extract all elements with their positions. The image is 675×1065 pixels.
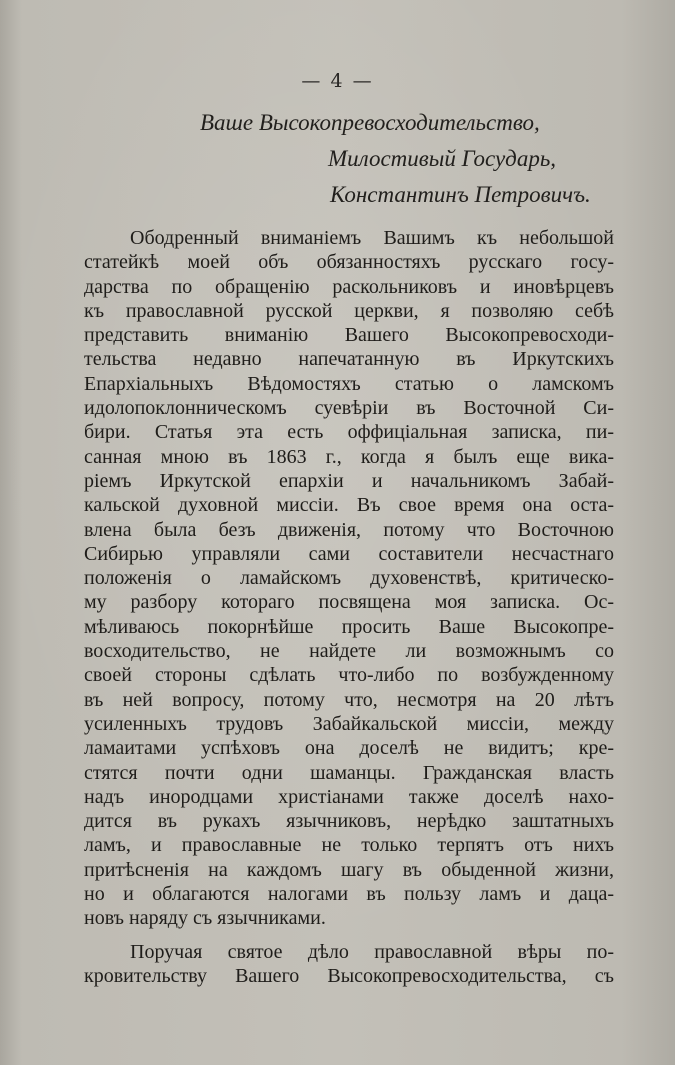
- salutation-line-2: Милостивый Государь,: [328, 146, 557, 171]
- text-line: Епархіальныхъ Вѣдомостяхъ статью о ламскомъ: [84, 372, 614, 395]
- text-line: му разбору котораго посвящена моя записка. Ос-: [84, 591, 614, 614]
- text-line: мѣливаюсь покорнѣйше просить Ваше Высокопре-: [84, 615, 614, 638]
- text-line: надъ инородцами христіанами также доселѣ нахо-: [84, 785, 614, 808]
- text-line: ламаитами успѣховъ она доселѣ не видитъ; кре-: [84, 737, 614, 760]
- text-line: тельства недавно напечатанную въ Иркутскихъ: [84, 348, 614, 371]
- text-line: ламъ, и православные не только терпятъ отъ нихъ: [84, 834, 614, 857]
- text-line: своей стороны сдѣлать что-либо по возбужденному: [84, 664, 614, 687]
- text-line: притѣсненія на каждомъ шагу въ обыденной жизни,: [84, 858, 614, 881]
- text-line: ріемъ Иркутской епархіи и начальникомъ Забай-: [84, 469, 614, 492]
- text-line: Сибирью управляли сами составители несчастнаго: [84, 542, 614, 565]
- text-line: Ободренный вниманіемъ Вашимъ къ небольшой: [130, 227, 614, 249]
- text-line: кровительству Вашего Высокопревосходительства, съ: [84, 964, 614, 987]
- text-line: новъ наряду съ язычниками.: [84, 907, 326, 930]
- text-line: статейкѣ моей объ обязанностяхъ русскаго госу-: [84, 251, 614, 274]
- letter-body: [84, 226, 614, 988]
- text-line: къ православной русской церкви, я позволяю себѣ: [84, 299, 614, 322]
- text-line: восходительство, не найдете ли возможнымъ со: [84, 640, 614, 663]
- text-line: идолопоклонническомъ суевѣріи въ Восточной Си-: [84, 397, 614, 420]
- text-line: влена была безъ движенія, потому что Восточною: [84, 518, 614, 541]
- salutation-line-3: Константинъ Петровичъ.: [330, 182, 591, 207]
- text-line: стятся почти одни шаманцы. Гражданская власть: [84, 761, 614, 784]
- text-line: кальской духовной миссіи. Въ свое время она оста-: [84, 494, 614, 517]
- salutation-line-1: Ваше Высокопревосходительство,: [200, 110, 540, 135]
- text-line: бири. Статья эта есть оффиціальная записка, пи-: [84, 421, 614, 444]
- paragraph-2: [84, 940, 614, 989]
- text-line: санная мною въ 1863 г., когда я былъ еще вика-: [84, 445, 614, 468]
- text-line: представить вниманію Вашего Высокопревосходи-: [84, 324, 614, 347]
- text-line: но и облагаются налогами въ пользу ламъ и даца-: [84, 883, 614, 906]
- text-line: усиленныхъ трудовъ Забайкальской миссіи, между: [84, 712, 614, 735]
- paragraph-1: [84, 226, 614, 931]
- text-line: Поручая святое дѣло православной вѣры по-: [130, 940, 614, 963]
- page-number: — 4 —: [301, 70, 374, 92]
- text-line: положенія о ламайскомъ духовенствѣ, критическо-: [84, 567, 614, 590]
- text-line: въ ней вопросу, потому что, несмотря на 20 лѣтъ: [84, 688, 614, 711]
- text-line: дится въ рукахъ язычниковъ, нерѣдко заштатныхъ: [84, 810, 614, 833]
- text-line: дарства по обращенію раскольниковъ и иновѣрцевъ: [84, 275, 614, 298]
